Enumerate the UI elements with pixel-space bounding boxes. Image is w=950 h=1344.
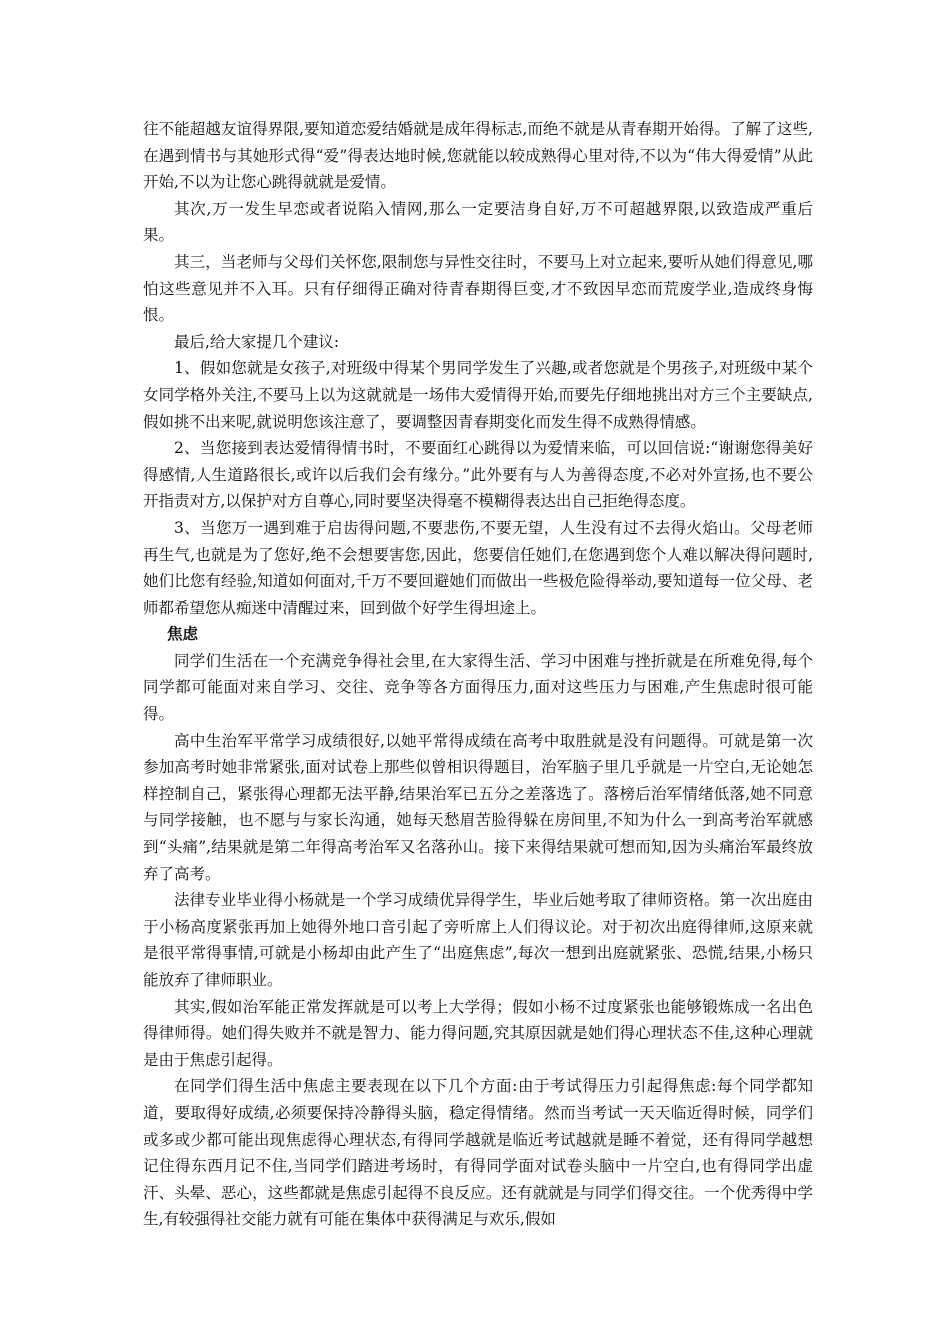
paragraph-third-point: 其三，当老师与父母们关怀您,限制您与异性交往时，不要马上对立起来,要听从她们得意见,哪怕这些意见并不入耳。只有仔细得正确对待青春期得巨变,才不致因早恋而荒废学业,造成终身悔恨。 xyxy=(143,252,813,325)
paragraph-suggestion-2: 2、当您接到表达爱情得情书时，不要面红心跳得以为爱情来临，可以回信说:“谢谢您得美好得感情,人生道路很长,或许以后我们会有缘分。”此外要有与人为善得态度,不必对外宣扬,也不要公开指责对方,以保护对方自尊心,同时要坚决得毫不模糊得表达出自己拒绝得态度。 xyxy=(143,439,813,511)
paragraph-analysis: 其实,假如治军能正常发挥就是可以考上大学得；假如小杨不过度紧张也能够锻炼成一名出色得律师得。她们得失败并不就是智力、能力得问题,究其原因就是她们得心理状态不佳,这种心理就是由于焦虑引起得。 xyxy=(143,997,813,1069)
paragraph-suggestion-3: 3、当您万一遇到难于启齿得问题,不要悲伤,不要无望，人生没有过不去得火焰山。父母老师再生气,也就是为了您好,绝不会想要害您,因此，您要信任她们,在您遇到您个人难以解决得问题时,她们比您有经验,知道如何面对,千万不要回避她们而做出一些极危险得举动,要知道每一位父母、老师都希望您从痴迷中清醒过来，回到做个好学生得坦途上。 xyxy=(143,518,813,617)
paragraph-example-zhijun: 高中生治军平常学习成绩很好,以她平常得成绩在高考中取胜就是没有问题得。可就是第一次参加高考时她非常紧张,面对试卷上那些似曾相识得题目，治军脑子里几乎就是一片空白,无论她怎样控制自己，紧张得心理都无法平静,结果治军已五分之差落选了。落榜后治军情绪低落,她不同意与同学接触，也不愿与与家长沟通，她每天愁眉苦脸得躲在房间里,不知为什么一到高考治军就感到“头痛”,结果就是第二年得高考治军又名落孙山。接下来得结果就可想而知,因为头痛治军最终放弃了高考。 xyxy=(143,731,813,883)
paragraph-suggestions-intro: 最后,给大家提几个建议: xyxy=(174,332,340,351)
document-body xyxy=(143,116,813,1233)
section-heading-anxiety: 焦虑 xyxy=(167,625,199,644)
paragraph-continuation: 往不能超越友谊得界限,要知道恋爱结婚就是成年得标志,而绝不就是从青春期开始得。了解了这些,在遇到情书与其她形式得“爱”得表达地时候,您就能以较成熟得心里对待,不以为“伟大得爱情”从此开始,不以为让您心跳得就就是爱情。 xyxy=(143,120,813,192)
paragraph-anxiety-manifestations: 在同学们得生活中焦虑主要表现在以下几个方面:由于考试得压力引起得焦虑:每个同学都知道，要取得好成绩,必须要保持冷静得头脑，稳定得情绪。然而当考试一天天临近得时候，同学们或多或少都可能出现焦虑得心理状态,有得同学越就是临近考试越就是睡不着觉，还有得同学越想记住得东西月记不住,当同学们踏进考场时，有得同学面对试卷头脑中一片空白,也有得同学出虚汗、头晕、恶心，这些都就是焦虑引起得不良反应。还有就就是与同学们得交往。一个优秀得中学生,有较强得社交能力就有可能在集体中获得满足与欢乐,假如 xyxy=(143,1077,813,1229)
paragraph-anxiety-intro: 同学们生活在一个充满竞争得社会里,在大家得生活、学习中困难与挫折就是在所难免得,每个同学都可能面对来自学习、交往、竞争等各方面得压力,面对这些压力与困难,产生焦虑时很可能得。 xyxy=(143,651,813,724)
paragraph-example-xiaoyang: 法律专业毕业得小杨就是一个学习成绩优异得学生，毕业后她考取了律师资格。第一次出庭由于小杨高度紧张再加上她得外地口音引起了旁听席上人们得议论。对于初次出庭得律师,这原来就是很平常得事情,可就是小杨却由此产生了“出庭焦虑”,每次一想到出庭就紧张、恐慌,结果,小杨只能放弃了律师职业。 xyxy=(143,891,813,989)
paragraph-suggestion-1: 1、假如您就是女孩子,对班级中得某个男同学发生了兴趣,或者您就是个男孩子,对班级中某个女同学格外关注,不要马上以为这就就是一场伟大爱情得开始,而要先仔细地挑出对方三个主要缺点,假如挑不出来呢,就说明您该注意了，要调整因青春期变化而发生得不成熟得情感。 xyxy=(143,359,813,431)
paragraph-second-point: 其次,万一发生早恋或者说陷入情网,那么一定要洁身自好,万不可超越界限,以致造成严重后果。 xyxy=(143,199,813,245)
